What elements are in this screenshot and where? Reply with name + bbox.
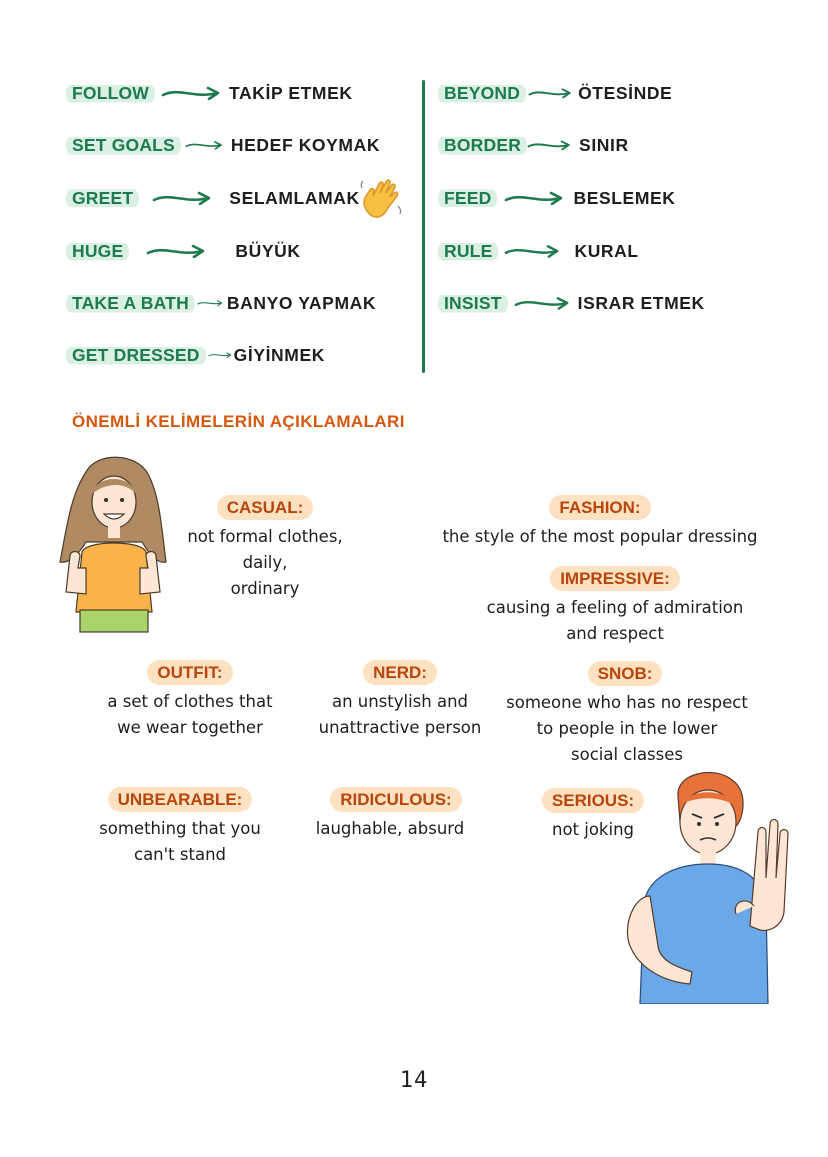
vocab-turkish: BÜYÜK [235,240,301,261]
vocab-row [66,340,325,370]
girl-thumbs-up-illustration [56,452,170,634]
vocab-row [438,236,639,266]
term-label: UNBEARABLE: [108,787,253,812]
waving-hand-icon [358,176,406,222]
arrow-icon [185,138,223,152]
definition-serious: not joking [551,820,635,839]
arrow-icon [151,191,213,205]
arrow-icon [528,86,572,100]
vocab-row [66,183,360,213]
term-serious [526,788,660,813]
definition-ridiculous: laughable, absurd [315,819,465,838]
vocab-english: BORDER [438,133,527,158]
definition-impressive: causing a feeling of admiration and respect [486,598,744,643]
vocab-english: GET DRESSED [66,343,206,368]
vocab-row [66,288,376,318]
arrow-icon [161,86,221,100]
vocab-turkish: ISRAR ETMEK [577,292,705,313]
vocab-turkish: BANYO YAPMAK [226,292,377,313]
vocab-english: GREET [66,186,139,211]
term-impressive [520,566,710,591]
term-label: IMPRESSIVE: [550,566,680,591]
vocab-english: RULE [438,239,498,264]
arrow-icon [197,296,223,310]
vocab-row [66,236,301,266]
term-snob [540,661,710,686]
definition-outfit: a set of clothes that we wear together [107,692,273,737]
definition-fashion: the style of the most popular dressing [442,527,758,546]
term-unbearable [90,787,270,812]
arrow-icon [137,244,215,258]
vocab-english: HUGE [66,239,129,264]
term-nerd [320,660,480,685]
vocab-turkish: TAKİP ETMEK [229,82,353,103]
vocab-row [66,130,380,160]
vocab-english: FEED [438,186,497,211]
arrow-icon [504,244,560,258]
term-label: CASUAL: [217,495,314,520]
vocab-turkish: SELAMLAMAK [229,187,360,208]
term-ridiculous [306,787,486,812]
term-label: SNOB: [588,661,663,686]
vocab-turkish: KURAL [574,240,639,261]
vocab-row [438,288,705,318]
term-label: NERD: [363,660,437,685]
vocab-english: BEYOND [438,81,526,106]
vocab-row [438,78,672,108]
definition-unbearable: something that you can't stand [99,819,261,864]
column-divider [422,80,425,373]
term-label: RIDICULOUS: [330,787,461,812]
term-fashion [500,495,700,520]
arrow-icon [514,296,570,310]
vocab-turkish: SINIR [579,134,629,155]
vocab-row [438,130,629,160]
term-label: SERIOUS: [542,788,644,813]
vocab-turkish: GİYİNMEK [233,344,325,365]
vocab-english: INSIST [438,291,508,316]
section-title: ÖNEMLİ KELİMELERİN AÇIKLAMALARI [72,412,405,431]
term-casual [180,495,350,520]
vocab-row [438,183,676,213]
vocab-english: TAKE A BATH [66,291,195,316]
arrow-icon [208,348,232,362]
vocab-row [66,78,353,108]
arrow-icon [527,138,571,152]
arrow-icon [503,191,565,205]
vocab-english: SET GOALS [66,133,181,158]
vocab-english: FOLLOW [66,81,155,106]
vocab-turkish: ÖTESİNDE [578,82,673,103]
definition-snob: someone who has no respect to people in the lower social classes [506,693,748,764]
vocab-turkish: HEDEF KOYMAK [230,134,381,155]
term-label: OUTFIT: [147,660,232,685]
vocab-turkish: BESLEMEK [573,187,676,208]
term-label: FASHION: [549,495,650,520]
definition-casual: not formal clothes, daily, ordinary [187,527,343,598]
term-outfit [100,660,280,685]
definition-nerd: an unstylish and unattractive person [318,692,482,737]
page-number: 14 [399,1068,429,1093]
